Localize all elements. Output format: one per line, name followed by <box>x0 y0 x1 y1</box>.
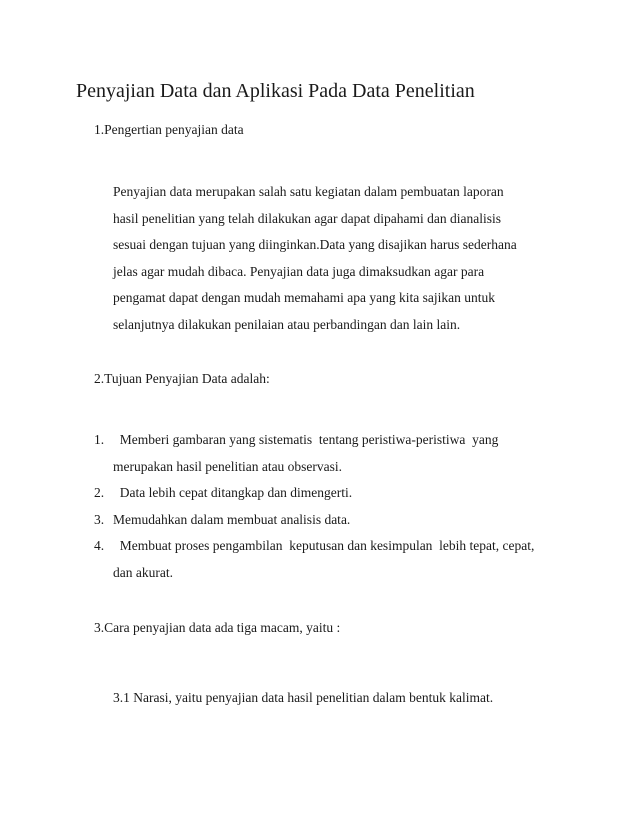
section-heading-tujuan: 2.Tujuan Penyajian Data adalah: <box>94 371 270 386</box>
list-item-number: 3. <box>94 511 105 527</box>
paragraph-line: jelas agar mudah dibaca. Penyajian data juga dimaksudkan agar para <box>113 263 485 279</box>
section-heading-pengertian: 1.Pengertian penyajian data <box>94 122 244 137</box>
list-item-number: 4. <box>94 538 105 554</box>
tujuan-list <box>94 431 574 591</box>
section-heading-cara: 3.Cara penyajian data ada tiga macam, yaitu : <box>94 620 341 635</box>
paragraph-line: hasil penelitian yang telah dilakukan agar dapat dipahami dan dianalisis <box>113 210 501 226</box>
paragraph-line: sesuai dengan tujuan yang diinginkan.Data yang disajikan harus sederhana <box>113 237 517 253</box>
paragraph-line: Penyajian data merupakan salah satu kegiatan dalam pembuatan laporan <box>113 184 504 199</box>
paragraph-pengertian <box>113 183 573 343</box>
list-item-number: 2. <box>94 485 105 501</box>
paragraph-line: selanjutnya dilakukan penilaian atau perbandingan dan lain lain. <box>113 316 461 332</box>
list-item <box>94 484 574 511</box>
list-item <box>94 537 574 590</box>
list-item-text: merupakan hasil penelitian atau observasi. <box>113 458 343 474</box>
list-item-text: Membuat proses pengambilan keputusan dan kesimpulan lebih tepat, cepat, <box>113 538 535 554</box>
list-item <box>94 431 574 484</box>
list-item-text: Memberi gambaran yang sistematis tentang peristiwa-peristiwa yang <box>113 432 499 447</box>
list-item <box>94 511 574 538</box>
subsection-narasi: 3.1 Narasi, yaitu penyajian data hasil penelitian dalam bentuk kalimat. <box>113 690 494 705</box>
paragraph-line: pengamat dapat dengan mudah memahami apa yang kita sajikan untuk <box>113 290 496 306</box>
list-item-text: Data lebih cepat ditangkap dan dimengerti. <box>113 485 353 501</box>
list-item-text: dan akurat. <box>113 564 173 580</box>
page-title: Penyajian Data dan Aplikasi Pada Data Penelitian <box>76 80 475 102</box>
list-item-number: 1. <box>94 432 105 447</box>
list-item-text: Memudahkan dalam membuat analisis data. <box>113 511 351 527</box>
